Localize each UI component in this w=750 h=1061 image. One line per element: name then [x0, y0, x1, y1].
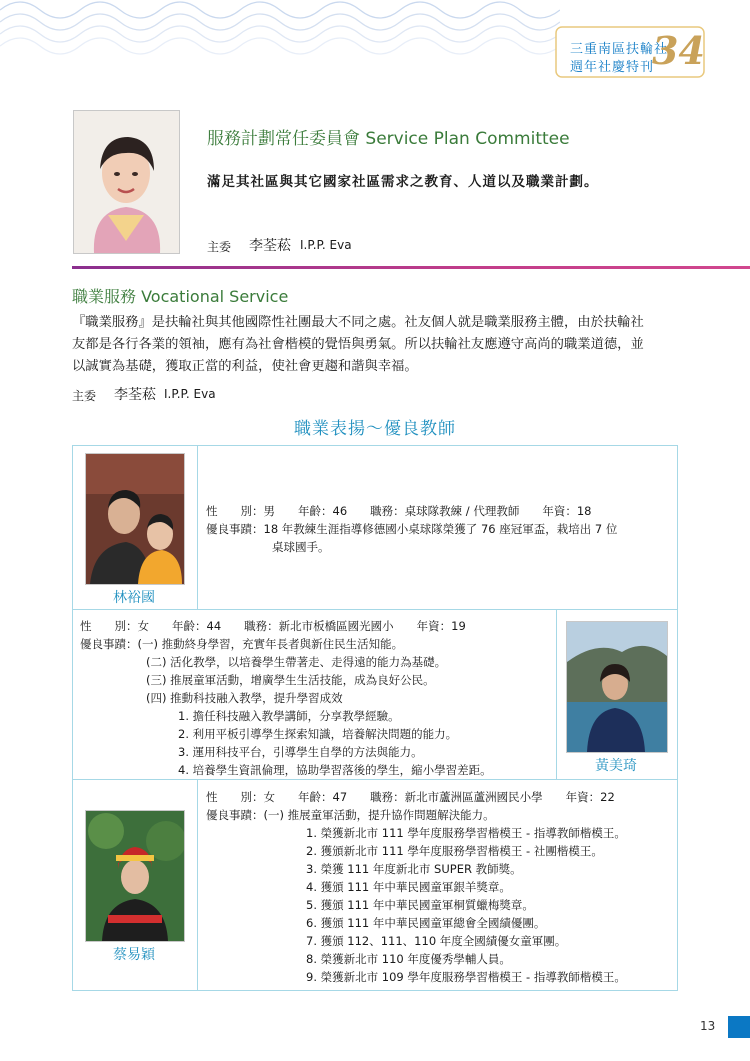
vocational-body: 『職業服務』是扶輪社與其他國際性社團最大不同之處。社友個人就是職業服務主體，由於扶輪社友都是各行各業的領袖，應有為社會楷模的覺悟與勇氣。所以扶輪社友應遵守高尚的職業道德，並以誠實為基礎，獲取正當的利益，使社會更趨和諧與幸福。	[72, 315, 644, 374]
teacher-3-award: 8. 榮獲新北市 110 年度優秀學輔人員。	[306, 952, 511, 966]
anniversary-number: 34	[652, 28, 705, 73]
teacher-1-info: 性 別：男 年齡：46 職務：桌球隊教練 / 代理教師 年資：18	[206, 504, 592, 518]
wave-pattern-decoration	[0, 0, 560, 70]
teacher-name-2: 黃美琦	[595, 758, 637, 774]
brand-line-1: 三重南區扶輪社	[570, 42, 669, 57]
teacher-1-achievement: 優良事蹟：18 年教練生涯指導修德國小桌球隊榮獲了 76 座冠軍盃，栽培出 7 位	[206, 522, 618, 536]
teacher-3-award: 3. 榮獲 111 年度新北市 SUPER 教師獎。	[306, 862, 522, 876]
teacher-3-award: 6. 獲頒 111 年中華民國童軍總會全國績優團。	[306, 916, 546, 930]
service-plan-title: 服務計劃常任委員會 Service Plan Committee	[207, 129, 570, 149]
teacher-1-achievement-cont: 桌球國手。	[272, 540, 330, 554]
vocational-chair-role: 主委	[72, 389, 97, 403]
teacher-2-line: (三) 推展童軍活動，增廣學生生活技能，成為良好公民。	[146, 673, 435, 687]
teacher-2-line: (四) 推動科技融入教學，提升學習成效	[146, 691, 343, 705]
brand-line-2: 週年社慶特刊	[570, 60, 655, 75]
section-divider	[72, 266, 750, 269]
page-number-tab	[728, 1016, 750, 1038]
service-plan-description: 滿足其社區與其它國家社區需求之教育、人道以及職業計劃。	[207, 174, 599, 190]
chair-photo	[73, 110, 180, 254]
vocational-title: 職業服務 Vocational Service	[72, 287, 289, 306]
teacher-2-line: 3. 運用科技平台，引導學生自學的方法與能力。	[178, 745, 423, 759]
teacher-3-award: 7. 獲頒 112、111、110 年度全國績優女童軍團。	[306, 934, 567, 948]
teacher-3-award: 1. 榮獲新北市 111 學年度服務學習楷模王 - 指導教師楷模王。	[306, 826, 626, 840]
teacher-2-line: (二) 活化教學，以培養學生帶著走、走得遠的能力為基礎。	[146, 655, 447, 669]
page-number: 13	[700, 1019, 716, 1033]
teacher-name-3: 蔡易穎	[113, 947, 155, 963]
teacher-name-1: 林裕國	[113, 590, 155, 606]
teacher-3-info: 性 別：女 年齡：47 職務：新北市蘆洲區蘆洲國民小學 年資：22	[206, 790, 615, 804]
teacher-3-award: 4. 獲頒 111 年中華民國童軍銀羊獎章。	[306, 880, 511, 894]
vocational-chair-title: I.P.P. Eva	[164, 387, 216, 401]
teacher-2-info: 性 別：女 年齡：44 職務：新北市板橋區國光國小 年資：19	[80, 619, 466, 633]
teacher-photo-2	[566, 621, 668, 753]
teacher-2-line: 2. 利用平板引導學生探索知識，培養解決問題的能力。	[178, 727, 458, 741]
teacher-photo-1	[85, 453, 185, 585]
vocational-chair-name: 李荃菘	[114, 387, 156, 403]
teacher-3-award: 5. 獲頒 111 年中華民國童軍桐質蠟梅獎章。	[306, 898, 534, 912]
teacher-3-achievement: 優良事蹟：(一) 推展童軍活動，提升協作問題解決能力。	[206, 808, 495, 822]
teacher-award-title: 職業表揚～優良教師	[294, 419, 456, 439]
teacher-2-line: 1. 擔任科技融入教學講師，分享教學經驗。	[178, 709, 400, 723]
teacher-3-award: 9. 榮獲新北市 109 學年度服務學習楷模王 - 指導教師楷模王。	[306, 970, 626, 984]
teacher-3-award: 2. 獲頒新北市 111 學年度服務學習楷模王 - 社團楷模王。	[306, 844, 603, 858]
service-plan-chair-title: I.P.P. Eva	[300, 238, 352, 252]
service-plan-chair-role: 主委	[207, 240, 232, 254]
teacher-2-line: 4. 培養學生資訊倫理，協助學習落後的學生，縮小學習差距。	[178, 763, 492, 777]
service-plan-chair-name: 李荃菘	[249, 238, 291, 254]
teacher-photo-3	[85, 810, 185, 942]
teacher-2-line: 優良事蹟：(一) 推動終身學習，充實年長者與新住民生活知能。	[80, 637, 404, 651]
